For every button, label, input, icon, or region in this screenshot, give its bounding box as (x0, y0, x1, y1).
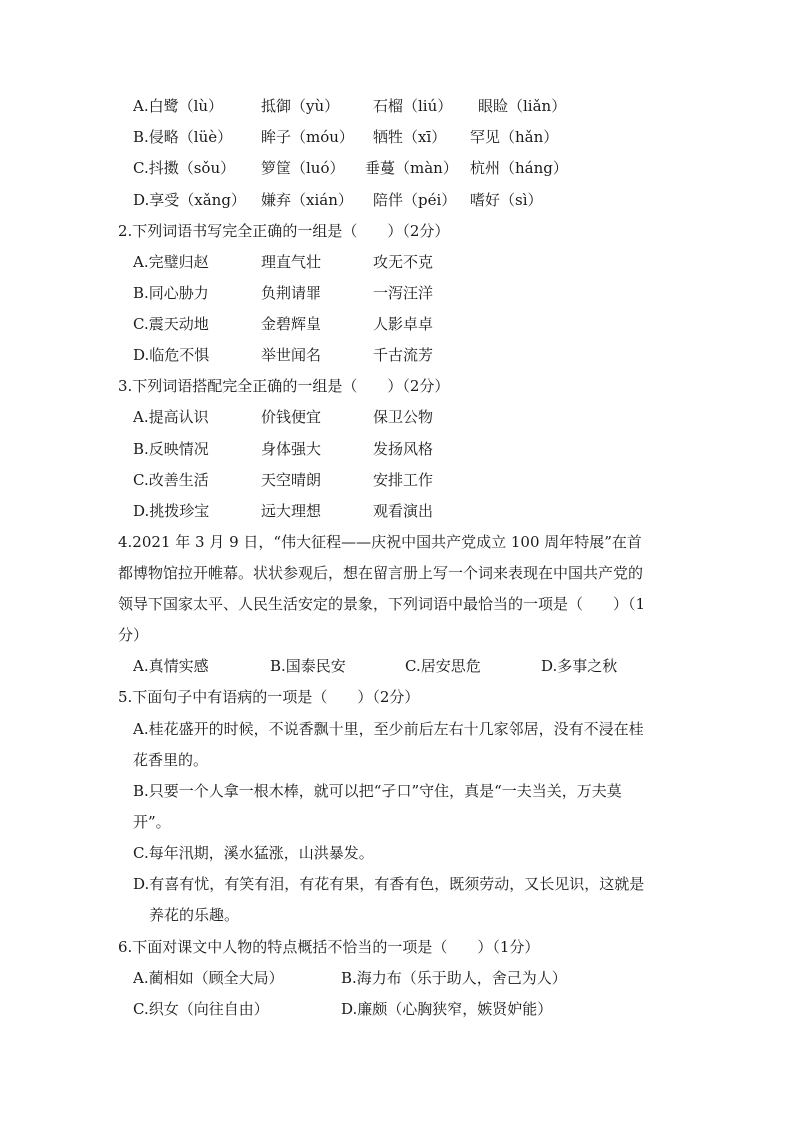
q5-stem: 5.下面句子中有语病的一项是（ ）（2分） (118, 688, 420, 706)
q3-d-word-2: 远大理想 (261, 502, 322, 520)
q4-stem-line-1: 4.2021 年 3 月 9 日，“伟大征程——庆祝中国共产党成立 100 周年特展”在首 (118, 533, 642, 551)
q1-d-word-1: D.享受（xǎng） (133, 191, 246, 209)
q5-option-a-line-2: 花香里的。 (133, 751, 209, 769)
q6-option-b: B.海力布（乐于助人，舍己为人） (341, 969, 567, 987)
q3-stem: 3.下列词语搭配完全正确的一组是（ ）（2分） (118, 377, 450, 395)
q2-a-word-3: 攻无不克 (373, 253, 434, 271)
q1-c-word-4: 杭州（háng） (470, 159, 568, 177)
q2-d-word-3: 千古流芳 (373, 346, 434, 364)
q1-a-word-4: 眼睑（liǎn） (478, 97, 567, 115)
q1-a-word-2: 抵御（yù） (261, 97, 340, 115)
q4-option-b: B.国泰民安 (270, 657, 346, 675)
q1-c-word-2: 箩筐（luó） (261, 159, 345, 177)
q2-d-word-2: 举世闻名 (261, 346, 322, 364)
q6-option-a: A.蔺相如（顾全大局） (133, 969, 284, 987)
q2-c-word-3: 人影卓卓 (373, 315, 434, 333)
q1-d-word-3: 陪伴（péi） (373, 191, 457, 209)
q5-option-c: C.每年汛期，溪水猛涨，山洪暴发。 (133, 844, 374, 862)
q1-d-word-4: 嗜好（sì） (470, 191, 543, 209)
q2-c-word-2: 金碧辉皇 (261, 315, 322, 333)
q2-a-word-1: A.完璧归赵 (133, 253, 209, 271)
q5-option-d-line-1: D.有喜有忧，有笑有泪，有花有果，有香有色，既须劳动，又长见识，这就是 (133, 875, 645, 893)
q2-a-word-2: 理直气壮 (261, 253, 322, 271)
q2-b-word-2: 负荆请罪 (261, 284, 322, 302)
q5-option-d-line-2: 养花的乐趣。 (149, 906, 240, 924)
q2-stem: 2.下列词语书写完全正确的一组是（ ）（2分） (118, 222, 450, 240)
q3-b-word-2: 身体强大 (261, 440, 322, 458)
q3-b-word-1: B.反映情况 (133, 440, 209, 458)
q5-option-b-line-2: 开”。 (133, 813, 171, 831)
q3-d-word-3: 观看演出 (373, 502, 434, 520)
q2-b-word-3: 一泻汪洋 (373, 284, 434, 302)
q6-option-c: C.织女（向往自由） (133, 1000, 269, 1018)
q5-option-a-line-1: A.桂花盛开的时候，不说香飘十里，至少前后左右十几家邻居，没有不浸在桂 (133, 720, 644, 738)
q1-b-word-2: 眸子（móu） (261, 128, 354, 146)
q4-stem-line-3: 领导下国家太平、人民生活安定的景象，下列词语中最恰当的一项是（ ）（1 (118, 595, 646, 613)
q4-option-a: A.真情实感 (133, 657, 209, 675)
q4-stem-line-4: 分） (118, 626, 149, 644)
q5-option-b-line-1: B.只要一个人拿一根木棒，就可以把“孑口”守住，真是“一夫当关，万夫莫 (133, 782, 622, 800)
q4-option-c: C.居安思危 (405, 657, 481, 675)
q2-c-word-1: C.震天动地 (133, 315, 209, 333)
q3-c-word-3: 安排工作 (373, 471, 434, 489)
q1-c-word-3: 垂蔓（màn） (365, 159, 458, 177)
q3-c-word-2: 天空晴朗 (261, 471, 322, 489)
q3-c-word-1: C.改善生活 (133, 471, 209, 489)
q3-a-word-2: 价钱便宜 (261, 408, 322, 426)
q6-stem: 6.下面对课文中人物的特点概括不恰当的一项是（ ）（1分） (118, 938, 540, 956)
q3-d-word-1: D.挑拨珍宝 (133, 502, 210, 520)
q3-a-word-1: A.提高认识 (133, 408, 209, 426)
q1-c-word-1: C.抖擞（sǒu） (133, 159, 236, 177)
q1-a-word-1: A.白鹭（lù） (133, 97, 224, 115)
q3-a-word-3: 保卫公物 (373, 408, 434, 426)
q3-b-word-3: 发扬风格 (373, 440, 434, 458)
q4-stem-line-2: 都博物馆拉开帷幕。状状参观后，想在留言册上写一个词来表现在中国共产党的 (118, 564, 644, 582)
q2-d-word-1: D.临危不惧 (133, 346, 210, 364)
q1-d-word-2: 嫌弃（xián） (261, 191, 353, 209)
q6-option-d: D.廉颇（心胸狭窄，嫉贤妒能） (341, 1000, 553, 1018)
q2-b-word-1: B.同心胁力 (133, 284, 209, 302)
q1-b-word-1: B.侵略（lüè） (133, 128, 233, 146)
q4-option-d: D.多事之秋 (541, 657, 618, 675)
q1-b-word-4: 罕见（hǎn） (470, 128, 559, 146)
q1-b-word-3: 牺牲（xī） (373, 128, 447, 146)
q1-a-word-3: 石榴（liú） (373, 97, 453, 115)
